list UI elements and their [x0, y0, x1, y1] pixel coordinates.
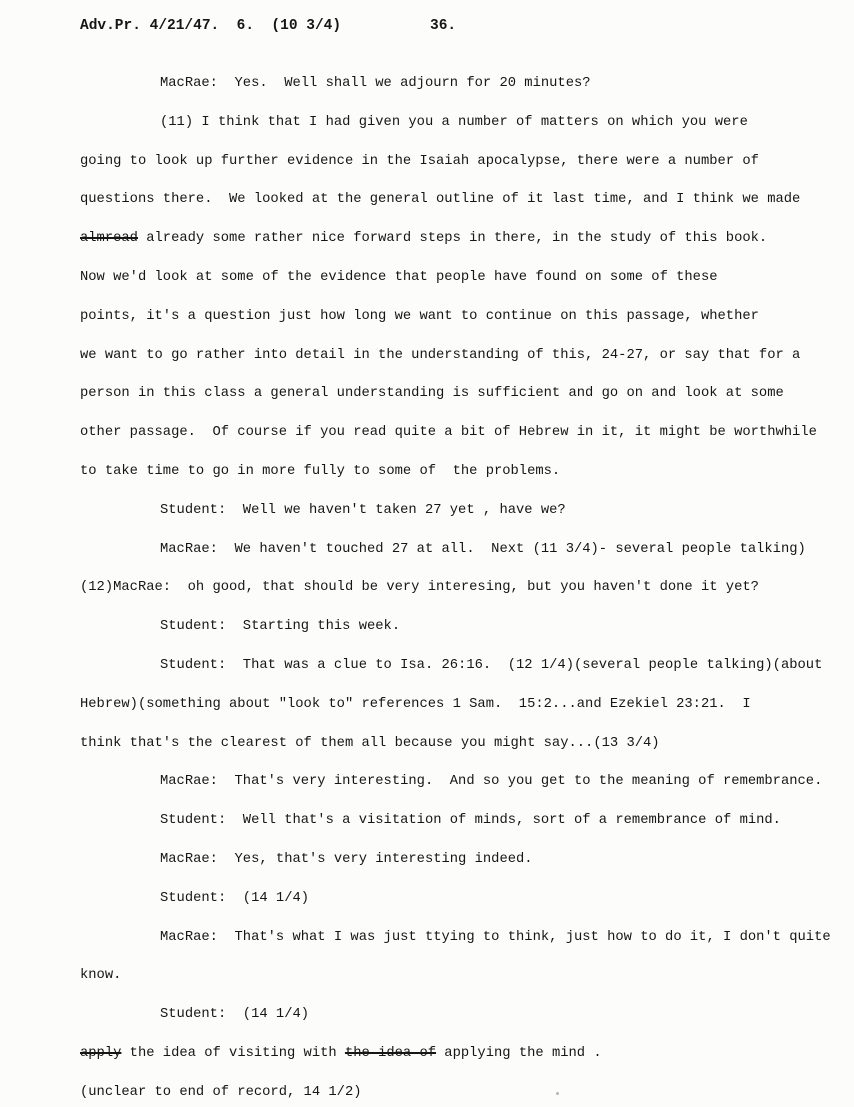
- transcript-line: [80, 337, 844, 376]
- transcript-line: [80, 647, 844, 686]
- transcript-line: [80, 531, 844, 570]
- transcript-line: [80, 1074, 844, 1107]
- transcript-line: [80, 143, 844, 182]
- transcript-line: [80, 492, 844, 531]
- struck-text: almread: [80, 231, 138, 247]
- text-segment: Student: (14 1/4): [160, 890, 310, 906]
- text-segment: Student: Starting this week.: [160, 619, 401, 635]
- transcript-line: [80, 996, 844, 1035]
- transcript-line: [80, 763, 844, 802]
- text-segment: other passage. Of course if you read quite a bit of Hebrew in it, it might be worthwhile: [80, 425, 817, 441]
- transcript-line: [80, 181, 844, 220]
- transcript-line: [80, 298, 844, 337]
- text-segment: MacRae: That's what I was just ttying to think, just how to do it, I don't quite: [160, 929, 831, 945]
- struck-text: apply: [80, 1045, 122, 1061]
- transcript-line: [80, 802, 844, 841]
- text-segment: (12)MacRae: oh good, that should be very interesing, but you haven't done it yet?: [80, 580, 759, 596]
- transcript-line: [80, 569, 844, 608]
- text-segment: MacRae: We haven't touched 27 at all. Next (11 3/4)- several people talking): [160, 541, 806, 557]
- transcript-line: [80, 220, 844, 259]
- text-segment: Now we'd look at some of the evidence that people have found on some of these: [80, 269, 718, 285]
- text-segment: questions there. We looked at the general outline of it last time, and I think we made: [80, 192, 801, 208]
- text-segment: Student: (14 1/4): [160, 1007, 310, 1023]
- text-segment: know.: [80, 968, 122, 984]
- struck-text: the idea of: [344, 1045, 437, 1061]
- text-segment: Hebrew)(something about "look to" references 1 Sam. 15:2...and Ezekiel 23:21. I: [80, 696, 751, 712]
- text-segment: (unclear to end of record, 14 1/2): [80, 1084, 362, 1100]
- text-segment: going to look up further evidence in the Isaiah apocalypse, there were a number of: [80, 153, 759, 169]
- transcript-line: [80, 919, 844, 958]
- text-segment: points, it's a question just how long we want to continue on this passage, whether: [80, 308, 759, 324]
- text-segment: to take time to go in more fully to some of the problems.: [80, 463, 561, 479]
- text-segment: MacRae: Yes, that's very interesting indeed.: [160, 851, 533, 867]
- text-segment: Student: Well we haven't taken 27 yet , have we?: [160, 502, 566, 518]
- transcript-line: [80, 414, 844, 453]
- transcript-line: [80, 375, 844, 414]
- transcript-line: [80, 841, 844, 880]
- text-segment: applying the mind .: [436, 1045, 602, 1061]
- text-segment: MacRae: That's very interesting. And so you get to the meaning of remembrance.: [160, 774, 823, 790]
- text-segment: already some rather nice forward steps in there, in the study of this book.: [137, 231, 768, 247]
- document-header: [80, 15, 844, 37]
- scan-speck: [556, 1092, 559, 1095]
- text-segment: we want to go rather into detail in the understanding of this, 24-27, or say that for a: [80, 347, 801, 363]
- text-segment: Student: That was a clue to Isa. 26:16. (12 1/4)(several people talking)(about: [160, 657, 823, 673]
- transcript-line: [80, 686, 844, 725]
- text-segment: Student: Well that's a visitation of minds, sort of a remembrance of mind.: [160, 813, 781, 829]
- text-segment: the idea of visiting with: [121, 1045, 345, 1061]
- transcript-line: [80, 725, 844, 764]
- text-segment: MacRae: Yes. Well shall we adjourn for 20 minutes?: [160, 76, 591, 91]
- text-segment: (11) I think that I had given you a number of matters on which you were: [160, 114, 748, 130]
- text-segment: think that's the clearest of them all because you might say...(13 3/4): [80, 735, 660, 751]
- transcript-line: [80, 259, 844, 298]
- transcript-line: [80, 608, 844, 647]
- transcript-line: [80, 957, 844, 996]
- transcript-line: [80, 880, 844, 919]
- transcript-line: [80, 1035, 844, 1074]
- header-label: Adv.Pr. 4/21/47. 6. (10 3/4): [80, 18, 342, 34]
- page-number: 36.: [430, 18, 457, 34]
- transcript-line: [80, 453, 844, 492]
- transcript-body: [80, 65, 844, 1107]
- transcript-line: [80, 104, 844, 143]
- text-segment: person in this class a general understanding is sufficient and go on and look at some: [80, 386, 784, 402]
- transcript-line: [80, 65, 844, 104]
